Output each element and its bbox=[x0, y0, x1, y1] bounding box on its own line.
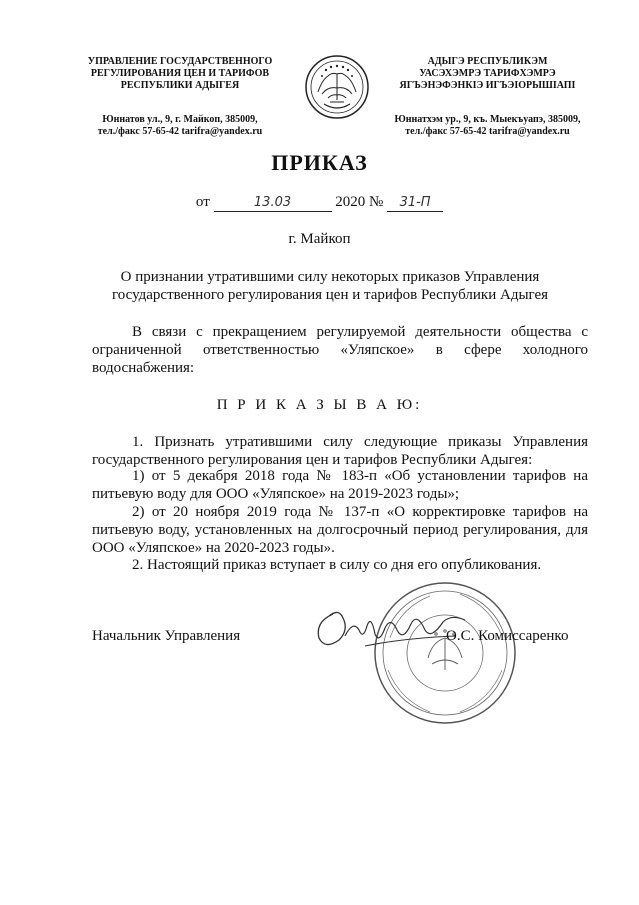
signatory-name: О.С. Комиссаренко bbox=[446, 628, 569, 644]
header-right-address: Юннатхэм ур., 9, къ. Мыекъуапэ, 385009, bbox=[394, 114, 581, 125]
document-title: ПРИКАЗ bbox=[271, 150, 368, 175]
signatory-role: Начальник Управления bbox=[92, 628, 241, 644]
order-item-1: 1. Признать утратившими силу следующие приказы Управления государственного регулирования цен и тарифов Республики Адыгея: bbox=[92, 434, 588, 468]
header-right-line3: ЯГЪЭНЭФЭНКIЭ ИГЪЭIОРЫШIАПI bbox=[399, 80, 576, 91]
date-prefix: от bbox=[195, 194, 210, 210]
header-right-contacts: тел./факс 57-65-42 tarifra@yandex.ru bbox=[405, 126, 570, 137]
orders-heading: П Р И К А З Ы В А Ю: bbox=[216, 397, 423, 413]
coat-of-arms-icon bbox=[304, 54, 370, 120]
order-subitem-2: 2) от 20 ноября 2019 года № 137-п «О корректировке тарифов на питьевую воду, установленных на долгосрочный период регулирования, для ООО «Уляпское» на 2020-2023 годы». bbox=[92, 504, 588, 556]
date-year: 2020 № bbox=[335, 194, 384, 210]
header-left-address: Юннатов ул., 9, г. Майкоп, 385009, bbox=[102, 114, 258, 125]
city: г. Майкоп bbox=[288, 231, 351, 247]
header-right-line1: АДЫГЭ РЕСПУБЛИКЭМ bbox=[427, 56, 548, 67]
header-right bbox=[375, 56, 600, 138]
order-item-2: 2. Настоящий приказ вступает в силу со дня его опубликования. bbox=[132, 557, 542, 573]
header-left-contacts: тел./факс 57-65-42 tarifra@yandex.ru bbox=[97, 126, 263, 137]
header-left bbox=[70, 56, 290, 138]
order-subitem-1: 1) от 5 декабря 2018 года № 183-п «Об установлении тарифов на питьевую воду для ООО «Уляпское» на 2019-2023 годы»; bbox=[92, 468, 588, 502]
header-left-line3: РЕСПУБЛИКИ АДЫГЕЯ bbox=[120, 80, 240, 91]
header-left-line2: РЕГУЛИРОВАНИЯ ЦЕН И ТАРИФОВ bbox=[90, 68, 270, 79]
order-number: 31-П bbox=[387, 195, 443, 212]
date-line bbox=[0, 194, 639, 212]
preamble: В связи с прекращением регулируемой деятельности общества с ограниченной ответственностью «Уляпское» в сфере холодного водоснабжения: bbox=[92, 324, 588, 376]
header-right-line2: УАСЭХЭМРЭ ТАРИФХЭМРЭ bbox=[419, 68, 556, 79]
date-value: 13.03 bbox=[214, 195, 332, 212]
header-left-line1: УПРАВЛЕНИЕ ГОСУДАРСТВЕННОГО bbox=[87, 56, 273, 67]
subject: О признании утратившими силу некоторых приказов Управления государственного регулирования цен и тарифов Республики Адыгея bbox=[111, 269, 549, 303]
